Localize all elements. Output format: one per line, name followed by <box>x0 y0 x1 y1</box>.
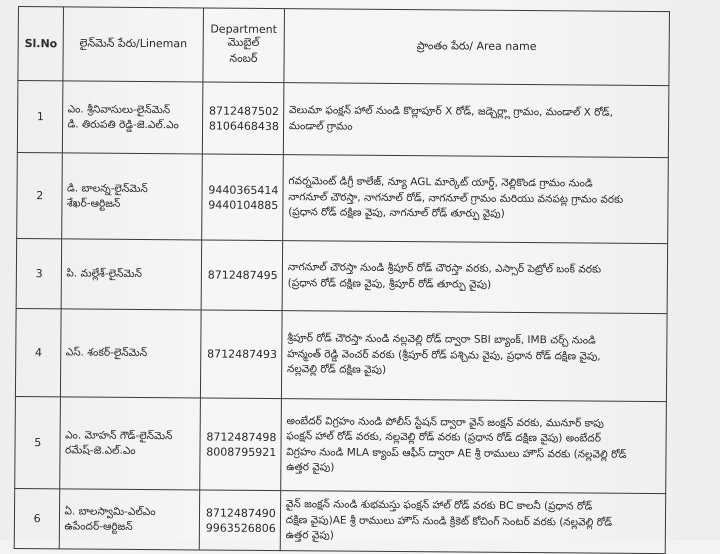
header-sl-no: Sl.No <box>18 7 64 81</box>
sl-no-cell: 1 <box>17 81 63 153</box>
phone-number: 9963526806 <box>205 520 276 535</box>
phone-cell <box>200 310 282 399</box>
phone-cell <box>202 82 284 155</box>
phone-number: 8712487490 <box>205 505 276 520</box>
phone-number: 8106468438 <box>208 119 279 133</box>
lineman-name: డి. తిరుపతి రెడ్డి-జె.ఎల్.ఎం <box>67 117 179 131</box>
area-line: వెలుమా ఫంక్షన్ హాల్ నుండి కొల్లాపూర్ X రోడ్, జడ్చెర్ల్లా గ్రామం, మండాల్ X రోడ్, <box>288 104 614 119</box>
phone-number: 8712487502 <box>208 104 280 118</box>
lineman-name: ఏ. బాలస్వామి-ఎల్ఎం <box>64 504 156 518</box>
lineman-cell <box>62 153 202 240</box>
sl-no-cell: 4 <box>15 308 61 396</box>
phone-cell <box>201 240 283 311</box>
table-row <box>15 396 667 493</box>
area-line: నాగనూల్ చౌరస్తా, నాగనూల్ రోడ్, నాగనూల్ గ్రామం మరియు వనపట్ల గ్రామం వరకు <box>288 190 624 206</box>
lineman-name: రమేష్-జె.ఎల్.ఎం <box>64 443 136 457</box>
phone-cell <box>200 398 282 491</box>
area-line: (ప్రధాన రోడ్ దక్షిణ వైపు, శ్రీపూర్ రోడ్ తూర్పు వైపు) <box>287 276 492 291</box>
area-cell <box>281 399 667 494</box>
phone-number: 8712487493 <box>207 347 278 362</box>
lineman-name: ఉపేందర్-ఆర్టిజన్ <box>64 519 133 533</box>
header-department-mobile <box>203 8 285 83</box>
area-line: హన్మంత్ రెడ్డి వెంచర్ వరకు (శ్రీపూర్ రోడ్ పశ్చిమ వైపు, ప్రధాన రోడ్ దక్షిణ వైపు, <box>287 347 601 363</box>
lineman-area-table <box>14 6 670 554</box>
area-line: వైన్ జంక్షన్ నుండి శుభమస్తు ఫంక్షన్ హాల్ రోడ్ వరకు BC కాలనీ (ప్రధాన రోడ్ <box>285 498 593 513</box>
area-line: ఉత్తర వైపు) <box>285 529 334 542</box>
area-cell <box>283 83 669 158</box>
area-line: శ్రీపూర్ రోడ్ చౌరస్తా నుండి నల్లవెల్లి రోడ్ ద్వారా SBI బ్యాంక్, IMB చర్చ్ నుండి <box>287 332 596 347</box>
phone-number: 8712487498 <box>206 429 277 444</box>
area-cell <box>282 241 668 314</box>
area-line: ఫంక్షన్ హాల్ రోడ్ వరకు, నల్లవెల్లి రోడ్ వరకు (ప్రధాన రోడ్ దక్షిణ వైపు) అంబేదర్ <box>286 430 602 445</box>
sl-no-cell: 2 <box>17 152 63 238</box>
sl-no-cell: 3 <box>16 238 62 308</box>
lineman-cell <box>62 239 202 310</box>
header-dept-line: Department <box>210 22 277 37</box>
header-dept-line: నంబర్ <box>229 51 258 65</box>
header-dept-line: మొబైల్ <box>227 35 260 49</box>
area-line: మండాల్ గ్రామం <box>288 119 353 133</box>
lineman-cell <box>60 489 200 550</box>
area-cell <box>280 491 666 554</box>
phone-cell <box>199 490 280 551</box>
lineman-name: డి. బాలన్న-లైన్‌మెన్ <box>66 181 148 195</box>
phone-cell <box>201 154 283 241</box>
table-header-row <box>18 7 670 86</box>
phone-number: 9440104885 <box>208 198 279 212</box>
table-row <box>15 308 667 401</box>
table-row <box>16 238 668 313</box>
sl-no-cell: 5 <box>15 396 61 488</box>
phone-number: 9440365414 <box>208 183 279 197</box>
lineman-cell <box>61 309 201 398</box>
lineman-name: శేఖర్-ఆర్టిజన్ <box>66 196 121 210</box>
area-line: నల్లవెల్లి రోడ్ దక్షిణ వైపు) <box>286 363 387 377</box>
header-lineman: లైన్‌మెన్ పేరు/Lineman <box>63 7 203 82</box>
lineman-name: ఎం. మోహన్ గౌడ్-లైన్‌మెన్ <box>65 428 173 442</box>
area-cell <box>281 311 667 402</box>
table-row <box>17 152 669 243</box>
lineman-cell <box>60 397 200 490</box>
sl-no-cell: 6 <box>14 488 60 548</box>
table-row <box>14 488 665 553</box>
lineman-cell <box>63 81 203 154</box>
lineman-name: పి. మల్లేశ్-లైన్‌మెన్ <box>66 267 142 280</box>
phone-number: 8008795921 <box>206 444 277 459</box>
table-row <box>17 81 669 158</box>
phone-number: 8712487495 <box>207 268 278 283</box>
lineman-name: ఎం. శ్రీనివాసులు-లైన్‌మెన్ <box>67 102 171 116</box>
area-line: విగ్రహం నుండి MLA క్యాంప్ ఆఫీస్ ద్వారా AE శ్రీ రాములు హౌస్ వరకు (నల్లవెల్లి రోడ్ <box>286 445 627 461</box>
lineman-name: ఎస్. శంకర్-లైన్‌మెన్ <box>65 346 148 360</box>
area-line: దక్షిణ వైపు)AE శ్రీ రాములు హౌస్ నుండి క్రికెట్ కోచింగ్ సెంటర్ వరకు (నల్లవెల్లి రోడ్ <box>285 513 613 529</box>
area-cell <box>282 155 668 244</box>
area-line: ఉత్తర వైపు) <box>286 461 335 474</box>
area-line: నాగనూల్ చౌరస్తా నుండి శ్రీపూర్ రోడ్ చౌరస్తా వరకు, ఎస్సార్ పెట్రోల్ బంక్ వరకు <box>287 261 602 276</box>
header-area-name: ప్రాంతం పేరు/ Area name <box>284 9 670 86</box>
area-line: గవర్నమెంట్ డిగ్రీ కాలేజ్, న్యూ AGL మార్కెట్ యార్డ్, నెల్లికొండ గ్రామం నుండి <box>288 175 593 190</box>
area-line: (ప్రధాన రోడ్ దక్షిణ వైపు, నాగనూల్ రోడ్ తూర్పు వైపు) <box>288 206 505 221</box>
area-line: అంబేదర్ విగ్రహం నుండి పోలీస్ స్టేషన్ ద్వారా వైన్ జంక్షన్ వరకు, మునూర్ కాపు <box>286 414 604 430</box>
